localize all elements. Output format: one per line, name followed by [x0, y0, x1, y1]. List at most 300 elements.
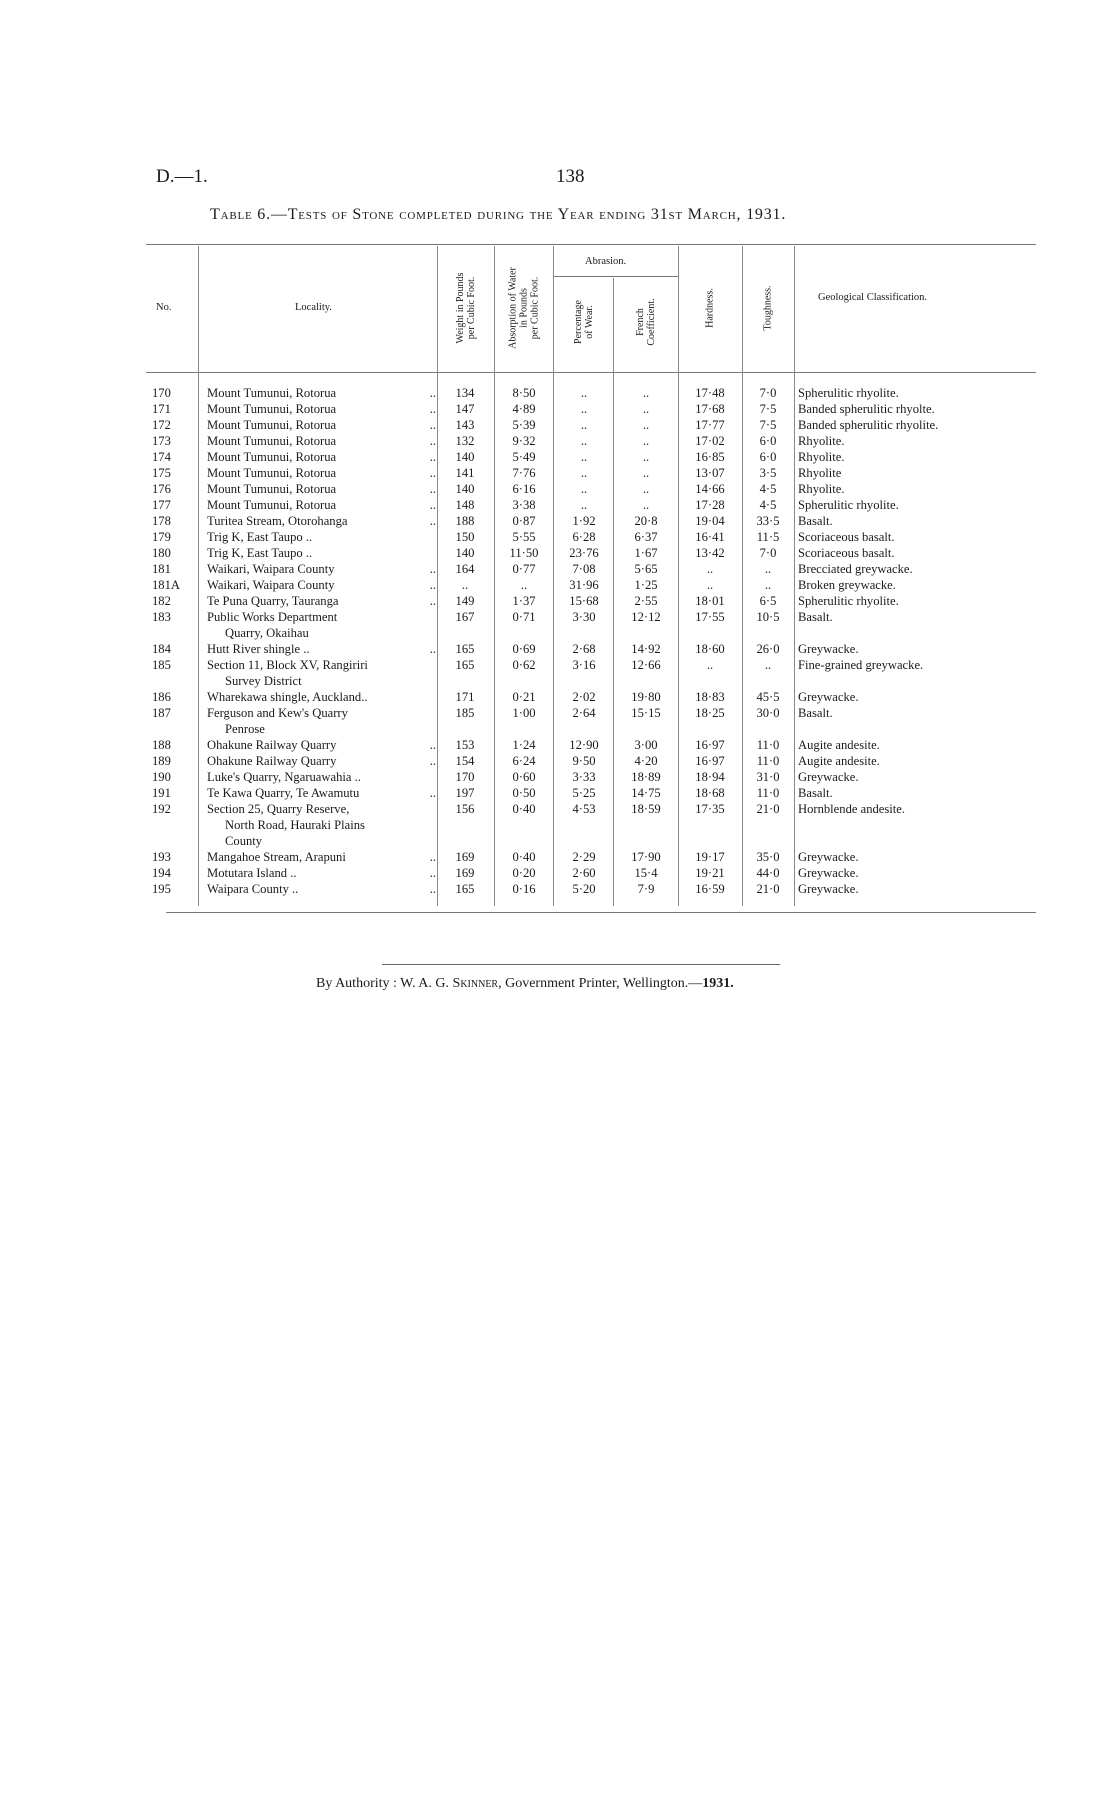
table-row — [0, 514, 1114, 528]
leader-dots: .. — [429, 418, 436, 432]
row-number: 173 — [152, 434, 171, 448]
row-hardness: 18·94 — [695, 770, 725, 784]
header-locality: Locality. — [295, 302, 332, 313]
row-geology: Greywacke. — [798, 690, 859, 704]
leader-dots: .. — [429, 786, 436, 800]
table-row-continuation — [0, 626, 1114, 640]
row-geology: Greywacke. — [798, 882, 859, 896]
row-hardness: 13·07 — [695, 466, 725, 480]
row-absorption: 5·39 — [512, 418, 536, 432]
row-absorption: 0·21 — [512, 690, 536, 704]
row-wear: 9·50 — [572, 754, 596, 768]
row-locality-continued: Quarry, Okaihau — [225, 626, 309, 640]
row-wear: 2·68 — [572, 642, 596, 656]
row-hardness: 13·42 — [695, 546, 725, 560]
row-locality: Mount Tumunui, Rotorua — [207, 386, 337, 400]
row-number: 189 — [152, 754, 171, 768]
table-row — [0, 562, 1114, 576]
row-french: 19·80 — [631, 690, 661, 704]
row-absorption: 0·77 — [512, 562, 536, 576]
row-locality-continued: North Road, Hauraki Plains — [225, 818, 365, 832]
row-toughness: 6·5 — [759, 594, 777, 608]
row-toughness: 7·0 — [759, 386, 777, 400]
row-hardness: .. — [706, 562, 714, 576]
row-locality: Wharekawa shingle, Auckland.. — [207, 690, 368, 704]
table-row — [0, 610, 1114, 624]
row-hardness: 19·21 — [695, 866, 725, 880]
row-french: .. — [642, 482, 650, 496]
row-locality: Trig K, East Taupo .. — [207, 530, 313, 544]
row-absorption: 0·69 — [512, 642, 536, 656]
row-french: 17·90 — [631, 850, 661, 864]
row-locality: Te Puna Quarry, Tauranga — [207, 594, 339, 608]
row-weight: 141 — [455, 466, 475, 480]
row-locality: Te Kawa Quarry, Te Awamutu — [207, 786, 360, 800]
row-weight: 167 — [455, 610, 475, 624]
row-number: 174 — [152, 450, 171, 464]
row-weight: 148 — [455, 498, 475, 512]
row-geology: Basalt. — [798, 706, 833, 720]
row-geology: Spherulitic rhyolite. — [798, 386, 899, 400]
row-french: 14·92 — [631, 642, 661, 656]
row-weight: 140 — [455, 546, 475, 560]
row-number: 171 — [152, 402, 171, 416]
leader-dots: .. — [429, 562, 436, 576]
page-identifier: D.—1. — [156, 166, 208, 187]
row-wear: 2·29 — [572, 850, 596, 864]
row-geology: Augite andesite. — [798, 754, 880, 768]
row-hardness: 18·83 — [695, 690, 725, 704]
row-toughness: 11·0 — [756, 738, 780, 752]
row-weight: 169 — [455, 850, 475, 864]
row-locality: Ferguson and Kew's Quarry — [207, 706, 348, 720]
row-number: 170 — [152, 386, 171, 400]
table-row — [0, 738, 1114, 752]
row-geology: Greywacke. — [798, 770, 859, 784]
row-toughness: 7·0 — [759, 546, 777, 560]
header-weight: Weight in Pounds per Cubic Foot. — [455, 272, 477, 344]
row-wear: 1·92 — [572, 514, 596, 528]
row-wear: 3·33 — [572, 770, 596, 784]
row-wear: 2·60 — [572, 866, 596, 880]
row-french: 18·59 — [631, 802, 661, 816]
row-weight: 171 — [455, 690, 475, 704]
row-geology: Greywacke. — [798, 850, 859, 864]
row-absorption: 0·87 — [512, 514, 536, 528]
row-hardness: 17·35 — [695, 802, 725, 816]
table-title: Table 6.—Tests of Stone completed during the Year ending 31st March, 1931. — [210, 206, 787, 223]
row-french: .. — [642, 418, 650, 432]
row-absorption: 1·24 — [512, 738, 536, 752]
row-locality: Mount Tumunui, Rotorua — [207, 466, 337, 480]
row-french: 1·67 — [634, 546, 658, 560]
row-number: 179 — [152, 530, 171, 544]
leader-dots: .. — [429, 466, 436, 480]
table-bottom-rule — [166, 912, 1036, 913]
table-row — [0, 866, 1114, 880]
row-hardness: .. — [706, 658, 714, 672]
header-geological: Geological Classification. — [818, 292, 928, 303]
row-absorption: 0·40 — [512, 850, 536, 864]
row-geology: Spherulitic rhyolite. — [798, 498, 899, 512]
leader-dots: .. — [429, 578, 436, 592]
row-toughness: 31·0 — [756, 770, 780, 784]
row-number: 181 — [152, 562, 171, 576]
row-geology: Scoriaceous basalt. — [798, 546, 895, 560]
row-number: 192 — [152, 802, 171, 816]
row-wear: .. — [580, 434, 588, 448]
row-wear: .. — [580, 418, 588, 432]
row-weight: 140 — [455, 482, 475, 496]
table-row — [0, 658, 1114, 672]
row-weight: 132 — [455, 434, 475, 448]
leader-dots: .. — [429, 754, 436, 768]
row-weight: 153 — [455, 738, 475, 752]
row-wear: .. — [580, 498, 588, 512]
row-absorption: 6·24 — [512, 754, 536, 768]
footer-imprint: By Authority : W. A. G. Skinner, Government Printer, Wellington.—1931. — [316, 976, 734, 991]
table-row — [0, 850, 1114, 864]
row-french: 4·20 — [634, 754, 658, 768]
row-weight: 156 — [455, 802, 475, 816]
row-weight: 169 — [455, 866, 475, 880]
row-locality: Ohakune Railway Quarry — [207, 754, 337, 768]
row-weight: 170 — [455, 770, 475, 784]
row-number: 183 — [152, 610, 171, 624]
row-absorption: 7·76 — [512, 466, 536, 480]
row-number: 195 — [152, 882, 171, 896]
row-geology: Rhyolite. — [798, 482, 845, 496]
row-geology: Augite andesite. — [798, 738, 880, 752]
row-french: 12·66 — [631, 658, 661, 672]
row-toughness: 21·0 — [756, 802, 780, 816]
row-weight: 134 — [455, 386, 475, 400]
row-absorption: 5·49 — [512, 450, 536, 464]
header-french: French Coefficient. — [635, 298, 657, 346]
row-geology: Greywacke. — [798, 866, 859, 880]
row-number: 178 — [152, 514, 171, 528]
row-hardness: 16·41 — [695, 530, 725, 544]
footer-rule — [382, 964, 780, 965]
table-row — [0, 402, 1114, 416]
row-geology: Basalt. — [798, 786, 833, 800]
row-toughness: 7·5 — [759, 402, 777, 416]
row-locality-continued: County — [225, 834, 263, 848]
row-hardness: 17·48 — [695, 386, 725, 400]
row-hardness: 17·28 — [695, 498, 725, 512]
row-wear: 6·28 — [572, 530, 596, 544]
row-wear: 15·68 — [569, 594, 599, 608]
row-absorption: 9·32 — [512, 434, 536, 448]
row-geology: Brecciated greywacke. — [798, 562, 913, 576]
row-toughness: 10·5 — [756, 610, 780, 624]
row-absorption: 0·62 — [512, 658, 536, 672]
row-weight: 149 — [455, 594, 475, 608]
table-row-continuation — [0, 722, 1114, 736]
row-locality: Mangahoe Stream, Arapuni — [207, 850, 346, 864]
table-row — [0, 546, 1114, 560]
row-weight: 143 — [455, 418, 475, 432]
row-wear: 3·30 — [572, 610, 596, 624]
leader-dots: .. — [429, 738, 436, 752]
row-absorption: 1·37 — [512, 594, 536, 608]
row-hardness: 18·01 — [695, 594, 725, 608]
row-absorption: 4·89 — [512, 402, 536, 416]
row-number: 180 — [152, 546, 171, 560]
row-hardness: 16·85 — [695, 450, 725, 464]
row-number: 184 — [152, 642, 171, 656]
row-geology: Banded spherulitic rhyolte. — [798, 402, 935, 416]
leader-dots: .. — [429, 642, 436, 656]
row-french: 7·9 — [637, 882, 655, 896]
table-row — [0, 690, 1114, 704]
row-french: .. — [642, 498, 650, 512]
row-toughness: 6·0 — [759, 450, 777, 464]
row-toughness: 3·5 — [759, 466, 777, 480]
table-row — [0, 386, 1114, 400]
row-hardness: 14·66 — [695, 482, 725, 496]
row-geology: Rhyolite — [798, 466, 842, 480]
row-toughness: 35·0 — [756, 850, 780, 864]
table-row — [0, 530, 1114, 544]
row-french: 18·89 — [631, 770, 661, 784]
table-row — [0, 882, 1114, 896]
row-locality: Section 11, Block XV, Rangiriri — [207, 658, 368, 672]
table-row — [0, 418, 1114, 432]
abrasion-rule — [553, 276, 679, 277]
row-weight: 154 — [455, 754, 475, 768]
row-number: 175 — [152, 466, 171, 480]
row-locality: Waipara County .. — [207, 882, 299, 896]
table-row — [0, 466, 1114, 480]
row-absorption: 0·60 — [512, 770, 536, 784]
row-wear: .. — [580, 466, 588, 480]
row-number: 191 — [152, 786, 171, 800]
header-toughness: Toughness. — [762, 285, 774, 331]
row-number: 182 — [152, 594, 171, 608]
row-number: 187 — [152, 706, 171, 720]
row-toughness: 44·0 — [756, 866, 780, 880]
row-hardness: 17·77 — [695, 418, 725, 432]
table-row — [0, 594, 1114, 608]
row-locality: Waikari, Waipara County — [207, 562, 335, 576]
leader-dots: .. — [429, 594, 436, 608]
table-row — [0, 578, 1114, 592]
row-number: 194 — [152, 866, 171, 880]
leader-dots: .. — [429, 450, 436, 464]
header-abrasion: Abrasion. — [585, 256, 627, 267]
table-row — [0, 434, 1114, 448]
row-geology: Hornblende andesite. — [798, 802, 906, 816]
row-absorption: 6·16 — [512, 482, 536, 496]
row-weight: .. — [461, 578, 469, 592]
table-row-continuation — [0, 818, 1114, 832]
table-row — [0, 770, 1114, 784]
row-hardness: 17·55 — [695, 610, 725, 624]
table-row — [0, 482, 1114, 496]
row-locality: Mount Tumunui, Rotorua — [207, 498, 337, 512]
header-hardness: Hardness. — [704, 288, 716, 328]
leader-dots: .. — [429, 850, 436, 864]
row-number: 176 — [152, 482, 171, 496]
row-toughness: 21·0 — [756, 882, 780, 896]
row-wear: 23·76 — [569, 546, 599, 560]
row-toughness: 33·5 — [756, 514, 780, 528]
leader-dots: .. — [429, 434, 436, 448]
row-toughness: 11·5 — [756, 530, 780, 544]
header-wear: Percentage of Wear. — [573, 300, 595, 344]
leader-dots: .. — [429, 866, 436, 880]
row-locality-continued: Penrose — [225, 722, 265, 736]
row-locality: Public Works Department — [207, 610, 338, 624]
row-weight: 165 — [455, 658, 475, 672]
row-wear: 31·96 — [569, 578, 599, 592]
row-geology: Basalt. — [798, 514, 833, 528]
row-number: 193 — [152, 850, 171, 864]
row-toughness: 4·5 — [759, 498, 777, 512]
row-hardness: 16·97 — [695, 738, 725, 752]
row-weight: 165 — [455, 882, 475, 896]
row-wear: 12·90 — [569, 738, 599, 752]
row-toughness: 4·5 — [759, 482, 777, 496]
table-row — [0, 498, 1114, 512]
row-toughness: 30·0 — [756, 706, 780, 720]
table-row — [0, 706, 1114, 720]
row-toughness: 26·0 — [756, 642, 780, 656]
row-toughness: 11·0 — [756, 786, 780, 800]
row-number: 181A — [152, 578, 180, 592]
row-locality: Turitea Stream, Otorohanga — [207, 514, 348, 528]
row-absorption: 1·00 — [512, 706, 536, 720]
row-hardness: 18·68 — [695, 786, 725, 800]
row-geology: Rhyolite. — [798, 434, 845, 448]
row-hardness: 18·25 — [695, 706, 725, 720]
row-number: 185 — [152, 658, 171, 672]
row-french: .. — [642, 434, 650, 448]
row-french: 12·12 — [631, 610, 661, 624]
header-bottom-rule — [146, 372, 1036, 373]
row-french: .. — [642, 450, 650, 464]
row-toughness: 11·0 — [756, 754, 780, 768]
table-row — [0, 802, 1114, 816]
leader-dots: .. — [429, 498, 436, 512]
row-hardness: 17·68 — [695, 402, 725, 416]
row-hardness: 19·04 — [695, 514, 725, 528]
row-french: 2·55 — [634, 594, 658, 608]
row-weight: 197 — [455, 786, 475, 800]
row-weight: 140 — [455, 450, 475, 464]
row-french: .. — [642, 466, 650, 480]
row-french: 20·8 — [634, 514, 658, 528]
table-row-continuation — [0, 834, 1114, 848]
row-weight: 147 — [455, 402, 475, 416]
row-toughness: .. — [764, 658, 772, 672]
row-wear: .. — [580, 450, 588, 464]
row-geology: Fine-grained greywacke. — [798, 658, 924, 672]
row-locality: Mount Tumunui, Rotorua — [207, 402, 337, 416]
row-wear: 2·64 — [572, 706, 596, 720]
row-french: .. — [642, 402, 650, 416]
row-locality: Ohakune Railway Quarry — [207, 738, 337, 752]
leader-dots: .. — [429, 514, 436, 528]
row-absorption: 8·50 — [512, 386, 536, 400]
row-absorption: 0·16 — [512, 882, 536, 896]
row-absorption: 5·55 — [512, 530, 536, 544]
leader-dots: .. — [429, 882, 436, 896]
row-weight: 188 — [455, 514, 475, 528]
row-french: 6·37 — [634, 530, 658, 544]
row-absorption: 0·20 — [512, 866, 536, 880]
row-french: 15·4 — [634, 866, 658, 880]
table-row — [0, 450, 1114, 464]
row-locality-continued: Survey District — [225, 674, 302, 688]
row-french: 14·75 — [631, 786, 661, 800]
row-wear: .. — [580, 386, 588, 400]
row-wear: 3·16 — [572, 658, 596, 672]
header-absorption: Absorption of Water in Pounds per Cubic Foot. — [507, 267, 541, 349]
row-locality: Waikari, Waipara County — [207, 578, 335, 592]
row-weight: 165 — [455, 642, 475, 656]
row-locality: Mount Tumunui, Rotorua — [207, 482, 337, 496]
row-absorption: 11·50 — [509, 546, 539, 560]
row-toughness: .. — [764, 578, 772, 592]
row-absorption: 0·50 — [512, 786, 536, 800]
row-toughness: .. — [764, 562, 772, 576]
row-hardness: 16·59 — [695, 882, 725, 896]
row-locality: Hutt River shingle .. — [207, 642, 310, 656]
row-toughness: 6·0 — [759, 434, 777, 448]
table-row — [0, 642, 1114, 656]
row-locality: Mount Tumunui, Rotorua — [207, 434, 337, 448]
row-geology: Greywacke. — [798, 642, 859, 656]
row-absorption: 0·71 — [512, 610, 536, 624]
row-locality: Motutara Island .. — [207, 866, 297, 880]
row-geology: Broken greywacke. — [798, 578, 896, 592]
row-locality: Section 25, Quarry Reserve, — [207, 802, 350, 816]
row-number: 190 — [152, 770, 171, 784]
header-no: No. — [156, 302, 172, 313]
leader-dots: .. — [429, 482, 436, 496]
row-french: 15·15 — [631, 706, 661, 720]
row-wear: 7·08 — [572, 562, 596, 576]
table-row — [0, 754, 1114, 768]
page-number: 138 — [556, 166, 585, 187]
table-row — [0, 786, 1114, 800]
row-locality: Mount Tumunui, Rotorua — [207, 418, 337, 432]
row-wear: .. — [580, 402, 588, 416]
row-wear: 2·02 — [572, 690, 596, 704]
row-absorption: 0·40 — [512, 802, 536, 816]
row-number: 177 — [152, 498, 171, 512]
row-absorption: 3·38 — [512, 498, 536, 512]
row-number: 172 — [152, 418, 171, 432]
row-hardness: 16·97 — [695, 754, 725, 768]
row-wear: .. — [580, 482, 588, 496]
row-weight: 150 — [455, 530, 475, 544]
row-hardness: .. — [706, 578, 714, 592]
leader-dots: .. — [429, 402, 436, 416]
row-geology: Banded spherulitic rhyolite. — [798, 418, 939, 432]
table-row-continuation — [0, 674, 1114, 688]
row-french: 5·65 — [634, 562, 658, 576]
leader-dots: .. — [429, 386, 436, 400]
row-number: 186 — [152, 690, 171, 704]
row-wear: 5·25 — [572, 786, 596, 800]
row-toughness: 45·5 — [756, 690, 780, 704]
row-french: .. — [642, 386, 650, 400]
row-french: 3·00 — [634, 738, 658, 752]
row-number: 188 — [152, 738, 171, 752]
